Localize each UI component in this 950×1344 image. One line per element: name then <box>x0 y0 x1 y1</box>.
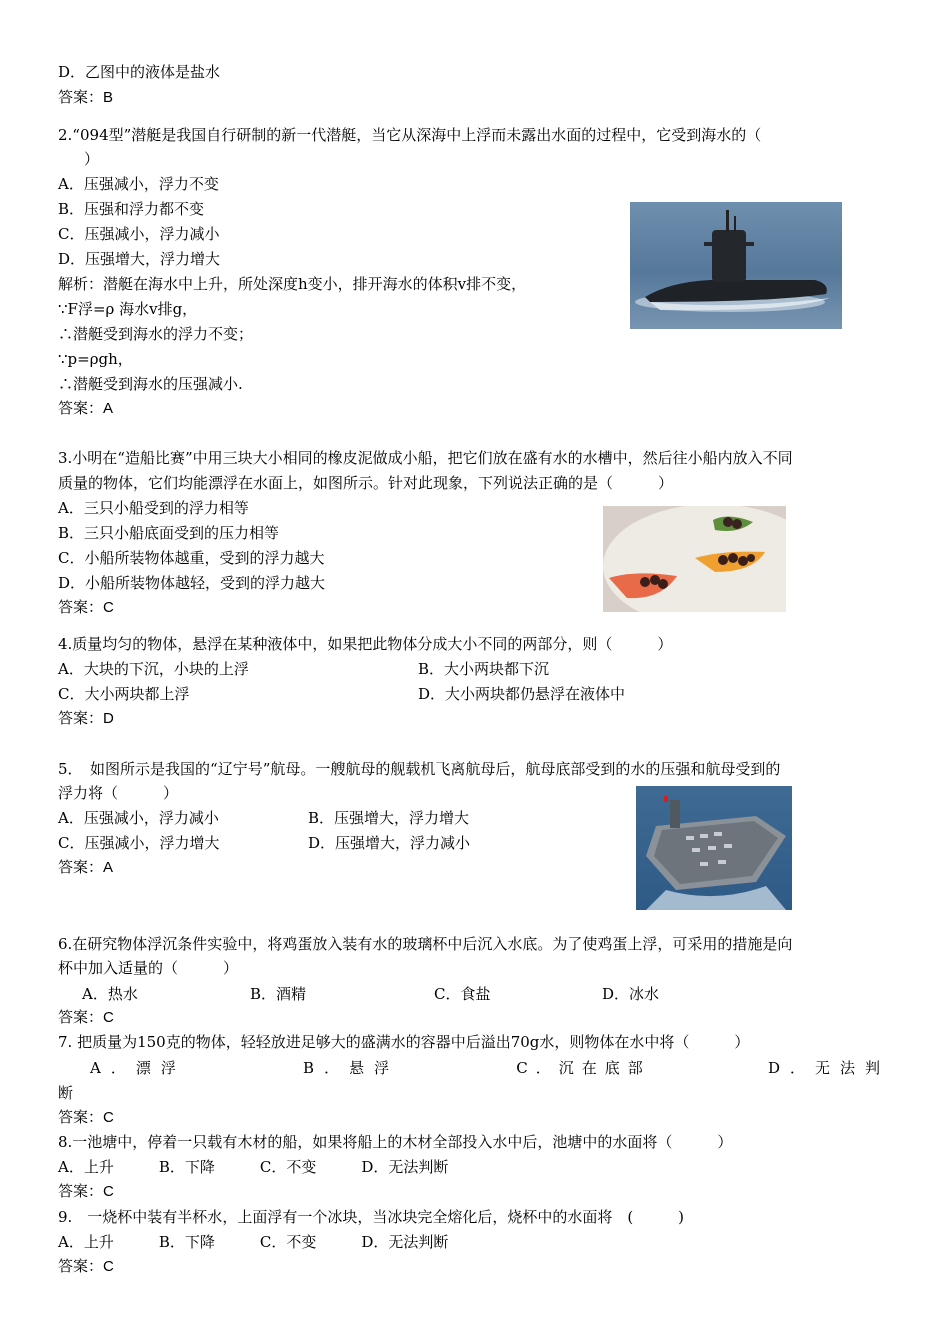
question-4-text: 4.质量均匀的物体，悬浮在某种液体中，如果把此物体分成大小不同的两部分，则（ ） <box>58 635 673 653</box>
q2-explanation-4: ∵p=ρgh， <box>58 350 133 368</box>
line-q1-option-d: D．乙图中的液体是盐水 <box>58 63 221 81</box>
q4-option-c: C．大小两块都上浮 <box>58 685 190 703</box>
question-3-text: 3.小明在“造船比赛”中用三块大小相同的橡皮泥做成小船，把它们放在盛有水的水槽中，然后往小船内放入不同 <box>58 449 793 467</box>
q4-option-d: D．大小两块都仍悬浮在液体中 <box>418 685 626 703</box>
answer-3: 答案：C <box>58 599 114 616</box>
q7-option-c: C．沉在底部 <box>516 1059 651 1077</box>
q5-option-c: C．压强减小，浮力增大 <box>58 834 220 852</box>
q3-option-a: A．三只小船受到的浮力相等 <box>58 499 249 517</box>
q6-option-b: B．酒精 <box>250 985 307 1003</box>
answer-7: 答案：C <box>58 1109 114 1126</box>
q6-option-c: C．食盐 <box>434 985 491 1003</box>
q3-option-d: D．小船所装物体越轻，受到的浮力越大 <box>58 574 326 592</box>
question-2-text-cont: ） <box>84 150 100 168</box>
question-2-text: 2.“094型”潜艇是我国自行研制的新一代潜艇，当它从深海中上浮而未露出水面的过程中，它受到海水的（ <box>58 126 762 144</box>
q2-option-a: A．压强减小，浮力不变 <box>58 175 219 193</box>
question-3-text-cont: 质量的物体，它们均能漂浮在水面上，如图所示。针对此现象，下列说法正确的是（ ） <box>58 474 674 492</box>
answer-1: 答案：B <box>58 89 114 106</box>
answer-4: 答案：D <box>58 710 114 727</box>
q3-option-c: C．小船所装物体越重，受到的浮力越大 <box>58 549 325 567</box>
q4-option-a: A．大块的下沉，小块的上浮 <box>58 660 249 678</box>
q5-option-a: A．压强减小，浮力减小 <box>58 809 219 827</box>
q9-options: A．上升 B．下降 C．不变 D．无法判断 <box>58 1233 449 1251</box>
question-5-text: 5． 如图所示是我国的“辽宁号”航母。一艘航母的舰载机飞离航母后，航母底部受到的水的压强和航母受到的 <box>58 760 781 778</box>
q2-option-d: D．压强增大，浮力增大 <box>58 250 221 268</box>
question-7-text: 7. 把质量为150克的物体，轻轻放进足够大的盛满水的容器中后溢出70g水，则物体在水中将（ ） <box>58 1033 750 1051</box>
q2-explanation-3: ∴潜艇受到海水的浮力不变； <box>58 325 254 343</box>
q7-option-b: B．悬浮 <box>303 1059 400 1077</box>
question-5-text-cont: 浮力将（ ） <box>58 784 179 802</box>
aircraft-carrier-image <box>636 786 792 910</box>
q2-explanation-2: ∵F浮=ρ 海水v排g， <box>58 300 198 318</box>
answer-6: 答案：C <box>58 1009 114 1026</box>
answer-9: 答案：C <box>58 1258 114 1275</box>
q7-option-d-cont: 断 <box>58 1084 74 1102</box>
q4-option-b: B．大小两块都下沉 <box>418 660 550 678</box>
answer-2: 答案：A <box>58 400 114 417</box>
q6-option-a: A．热水 <box>82 985 138 1003</box>
q5-option-b: B．压强增大，浮力增大 <box>308 809 470 827</box>
question-6-text: 6.在研究物体浮沉条件实验中，将鸡蛋放入装有水的玻璃杯中后沉入水底。为了使鸡蛋上浮，可采用的措施是向 <box>58 935 793 953</box>
question-9-text: 9. 一烧杯中装有半杯水，上面浮有一个冰块，当冰块完全熔化后，烧杯中的水面将 ( ) <box>58 1208 685 1226</box>
q8-options: A．上升 B．下降 C．不变 D．无法判断 <box>58 1158 449 1176</box>
q2-option-b: B．压强和浮力都不变 <box>58 200 205 218</box>
clay-boats-image <box>603 506 786 612</box>
submarine-image <box>630 202 842 329</box>
q7-option-a: A．漂浮 <box>90 1059 186 1077</box>
question-6-text-cont: 杯中加入适量的（ ） <box>58 959 239 977</box>
q2-explanation-1: 解析：潜艇在海水中上升，所处深度h变小，排开海水的体积v排不变， <box>58 275 527 293</box>
q6-option-d: D．冰水 <box>602 985 660 1003</box>
answer-5: 答案：A <box>58 859 114 876</box>
q5-option-d: D．压强增大，浮力减小 <box>308 834 471 852</box>
answer-8: 答案：C <box>58 1183 114 1200</box>
q2-explanation-5: ∴潜艇受到海水的压强减小. <box>58 375 243 393</box>
question-8-text: 8.一池塘中，停着一只载有木材的船，如果将船上的木材全部投入水中后，池塘中的水面将（ ） <box>58 1133 733 1151</box>
q7-option-d: D．无法判 <box>767 1059 890 1077</box>
q2-option-c: C．压强减小，浮力减小 <box>58 225 220 243</box>
q3-option-b: B．三只小船底面受到的压力相等 <box>58 524 280 542</box>
q7-options <box>90 1058 890 1078</box>
